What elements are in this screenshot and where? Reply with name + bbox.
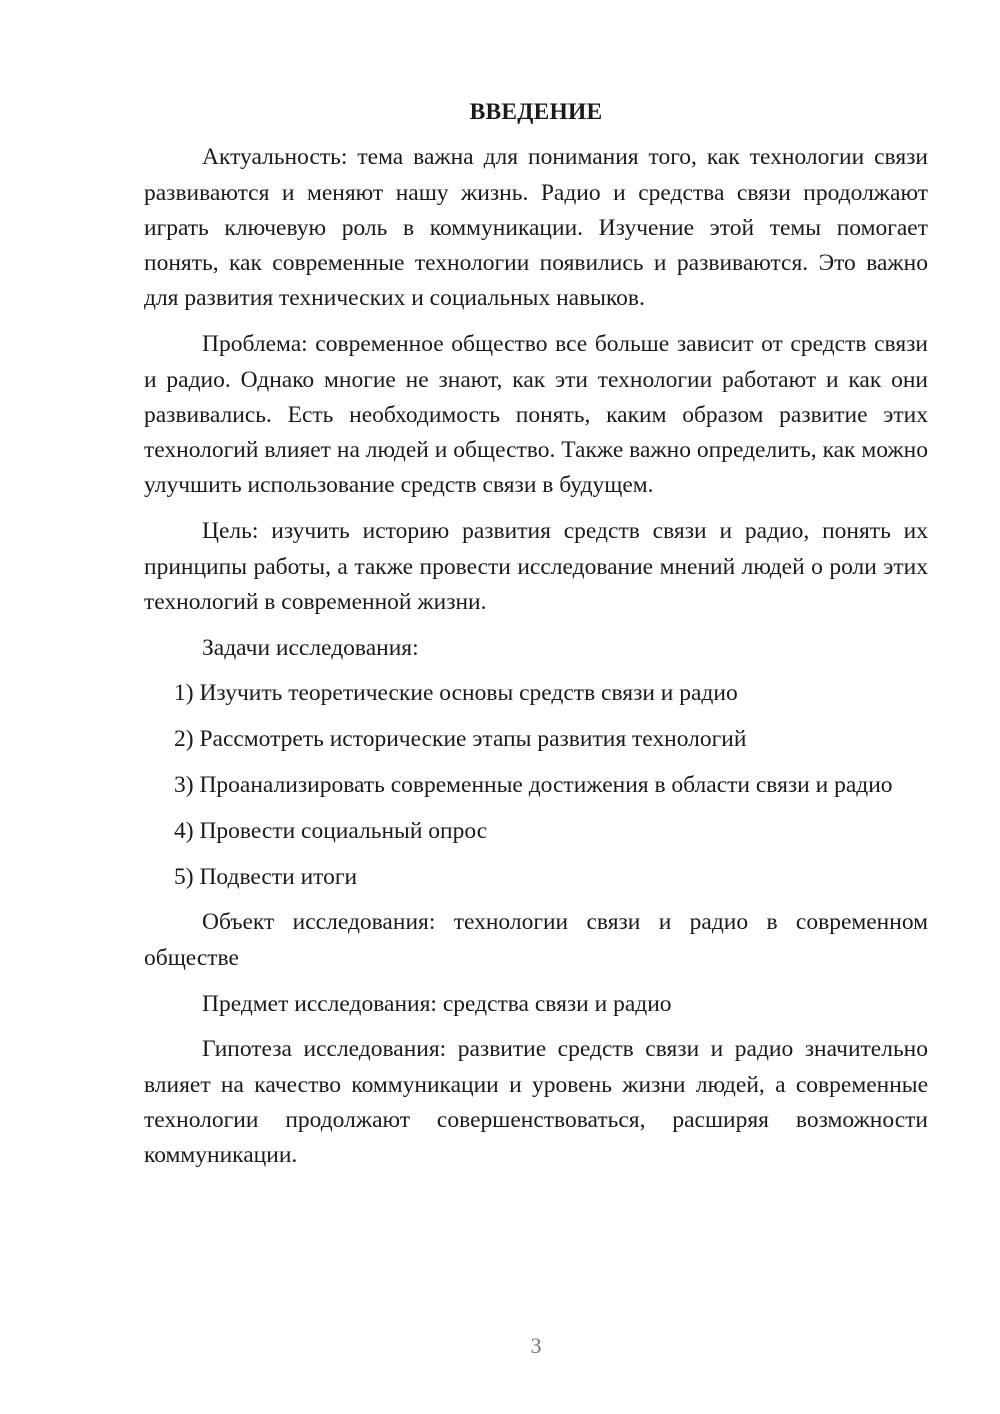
hypothesis-paragraph: Гипотеза исследования: развитие средств связи и радио значительно влияет на качество коммуникации и уровень жизни людей, а современные технологии продолжают совершенствоваться, расширяя возможности коммуникации.	[144, 1036, 928, 1169]
goal-paragraph: Цель: изучить историю развития средств связи и радио, понять их принципы работы, а также провести исследование мнений людей о роли этих технологий в современной жизни.	[144, 518, 928, 615]
problem-paragraph: Проблема: современное общество все больше зависит от средств связи и радио. Однако многие не знают, как эти технологии работают и как они развивались. Есть необходимость понять, каким образом развитие этих технологий влияет на людей и общество. Также важно определить, как можно улучшить использование средств связи в будущем.	[144, 331, 928, 499]
task-item: 2) Рассмотреть исторические этапы развития технологий	[174, 726, 747, 753]
task-item: 3) Проанализировать современные достижения в области связи и радио	[174, 772, 893, 799]
page-content	[144, 95, 928, 1184]
object-paragraph: Объект исследования: технологии связи и радио в современном обществе	[144, 909, 928, 971]
page-number: 3	[530, 1333, 542, 1358]
task-item: 1) Изучить теоретические основы средств связи и радио	[174, 680, 738, 707]
tasks-heading: Задачи исследования:	[202, 634, 419, 661]
relevance-paragraph: Актуальность: тема важна для понимания того, как технологии связи развиваются и меняют нашу жизнь. Радио и средства связи продолжают играть ключевую роль в коммуникации. Изучение этой темы помогает понять, как современные технологии появились и развиваются. Это важно для развития технических и социальных навыков.	[144, 144, 928, 312]
task-item: 5) Подвести итоги	[174, 863, 358, 890]
page-title: ВВЕДЕНИЕ	[469, 99, 603, 125]
task-item: 4) Провести социальный опрос	[174, 817, 488, 844]
subject-paragraph: Предмет исследования: средства связи и радио	[202, 990, 672, 1017]
